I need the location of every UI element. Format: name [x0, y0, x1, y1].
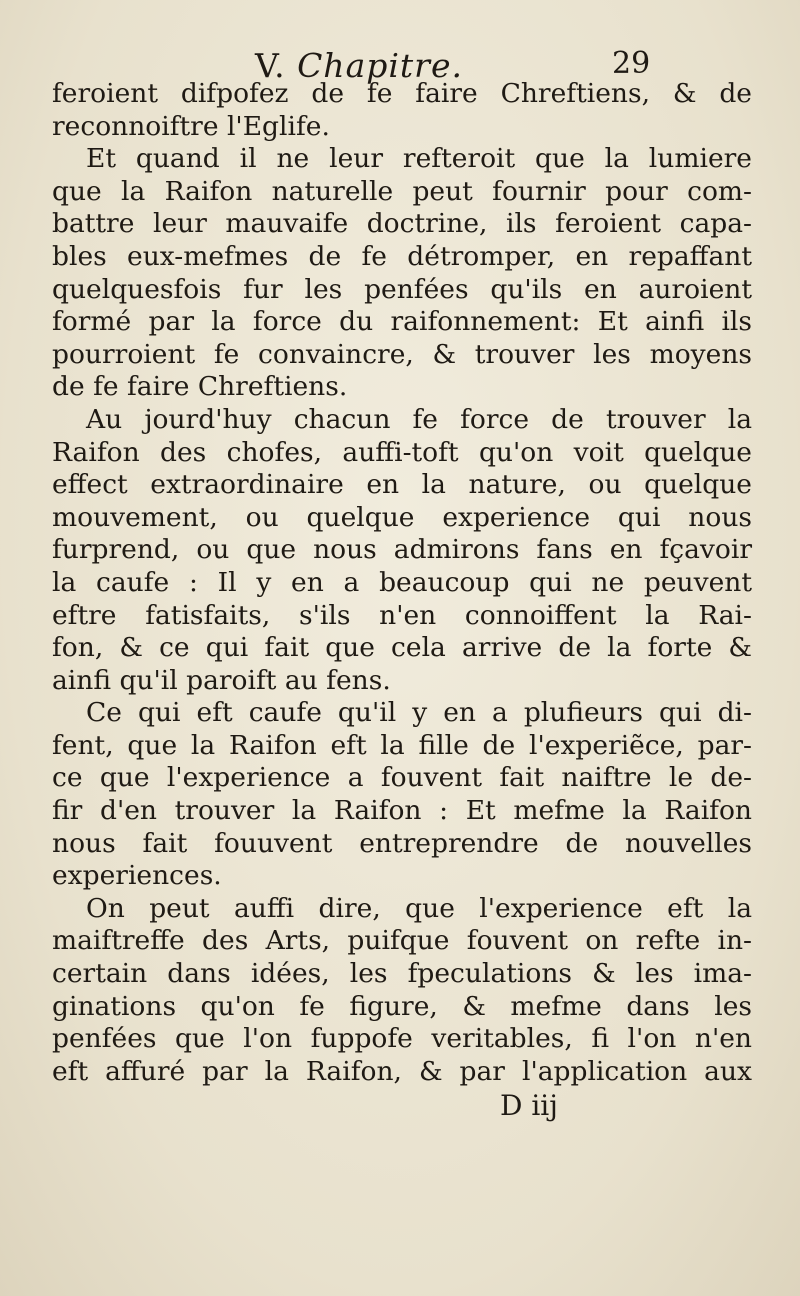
text-line: fir d'en trouver la Raifon : Et mefme la Raifon: [52, 795, 752, 827]
text-line: de fe faire Chreftiens.: [52, 371, 348, 403]
text-line: quelquesfois fur les penfées qu'ils en auroient: [52, 273, 752, 305]
text-line: fent, que la Raifon eft la fille de l'experiẽce, par-: [52, 729, 752, 761]
text-line: maiftreffe des Arts, puifque fouvent on refte in-: [52, 925, 752, 957]
chapter-number: V.: [255, 46, 286, 85]
text-line: bles eux-mefmes de fe détromper, en repaffant: [52, 240, 752, 272]
signature-mark: D iij: [500, 1089, 558, 1122]
text-line: ainfi qu'il paroift au fens.: [52, 664, 391, 696]
text-line: furprend, ou que nous admirons fans en fçavoir: [52, 534, 752, 566]
text-line: eftre fatisfaits, s'ils n'en connoiffent la Rai-: [52, 599, 752, 631]
text-line: reconnoiftre l'Eglife.: [52, 110, 330, 142]
body-text: [52, 78, 752, 1088]
text-line: ce que l'experience a fouvent fait naiftre le de-: [52, 762, 752, 794]
text-line: battre leur mauvaife doctrine, ils feroient capa-: [52, 208, 752, 240]
text-line: pourroient fe convaincre, & trouver les moyens: [52, 338, 752, 370]
text-line: que la Raifon naturelle peut fournir pour com-: [52, 175, 752, 207]
text-line: ginations qu'on fe figure, & mefme dans les: [52, 990, 752, 1022]
text-line: fon, & ce qui fait que cela arrive de la forte &: [52, 632, 752, 664]
text-line: eft affuré par la Raifon, & par l'application aux: [52, 1055, 752, 1087]
text-line: Au jourd'huy chacun fe force de trouver la: [86, 403, 752, 435]
text-line: Et quand il ne leur refteroit que la lumiere: [86, 143, 752, 175]
text-line: mouvement, ou quelque experience qui nous: [52, 501, 752, 533]
text-line: experiences.: [52, 860, 222, 892]
page-number: 29: [612, 46, 651, 81]
text-line: Raifon des chofes, auffi-toft qu'on voit quelque: [52, 436, 752, 468]
text-line: feroient difpofez de fe faire Chreftiens, & de: [52, 78, 752, 109]
text-line: On peut auffi dire, que l'experience eft la: [86, 892, 752, 924]
text-line: effect extraordinaire en la nature, ou quelque: [52, 469, 752, 501]
text-line: certain dans idées, les fpeculations & les ima-: [52, 958, 752, 990]
text-line: penfées que l'on fuppofe veritables, fi l'on n'en: [52, 1023, 752, 1055]
text-line: Ce qui eft caufe qu'il y en a plufieurs qui di-: [86, 697, 752, 729]
text-line: formé par la force du raifonnement: Et ainfi ils: [52, 306, 752, 338]
chapter-word: Chapitre.: [297, 46, 463, 85]
text-line: la caufe : Il y en a beaucoup qui ne peuvent: [52, 566, 752, 598]
text-line: nous fait fouuvent entreprendre de nouvelles: [52, 827, 752, 859]
